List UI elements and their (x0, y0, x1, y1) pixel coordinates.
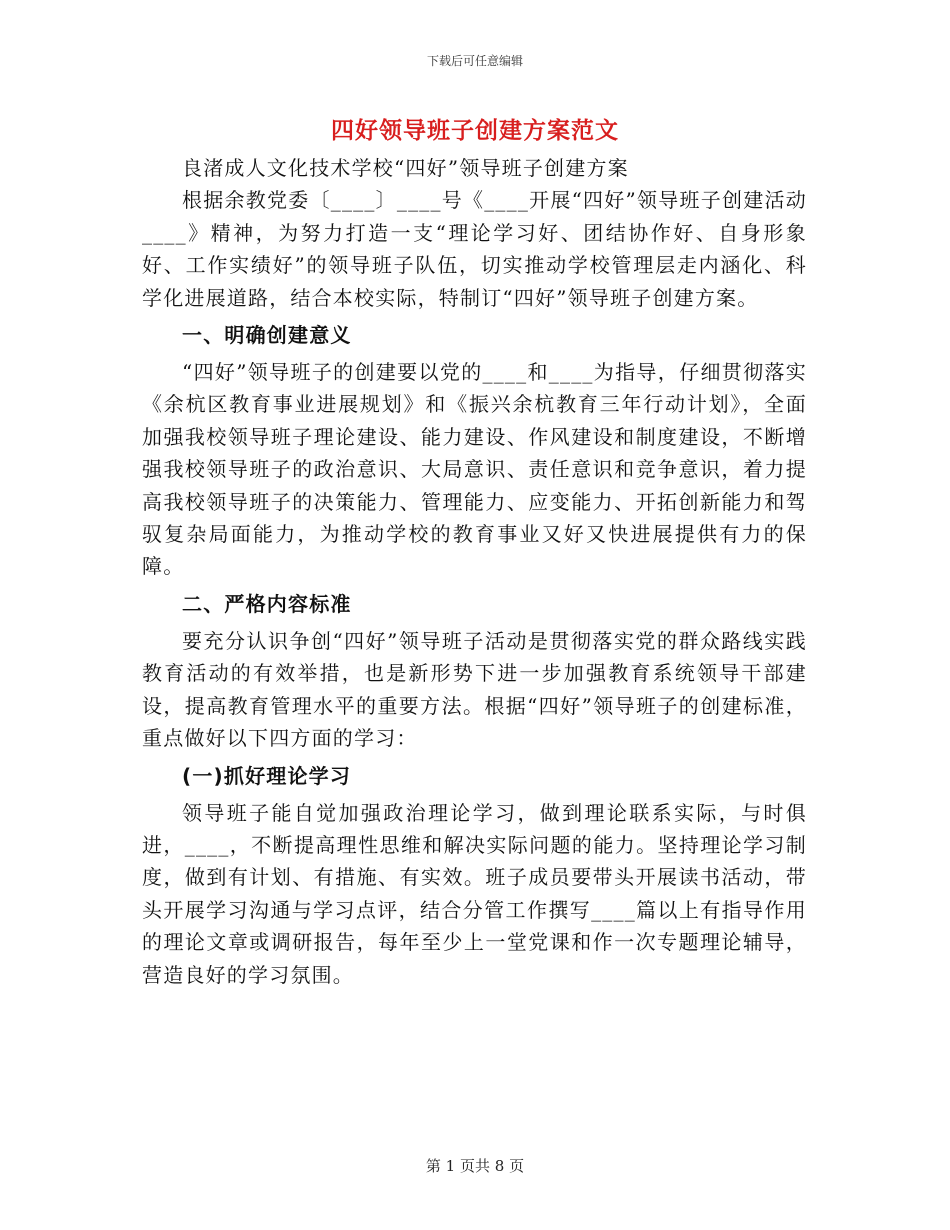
subsection-heading-1: (一)抓好理论学习 (182, 763, 352, 788)
document-title: 四好领导班子创建方案范文 (331, 117, 619, 144)
document-body (142, 152, 807, 991)
section-heading-2: 二、严格内容标准 (182, 591, 352, 616)
section-heading-1: 一、明确创建意义 (182, 323, 352, 348)
page-header: 下载后可任意编辑 (426, 54, 523, 68)
intro-paragraph: 根据余教党委〔____〕____号《____开展“四好”领导班子创建活动____》精神，为努力打造一支“理论学习好、团结协作好、自身形象好、工作实绩好”的领导班子队伍，切实推动学校管理层走内涵化、科学化进展道路，结合本校实际，特制订“四好”领导班子创建方案。 (142, 188, 807, 310)
page-footer: 第 1 页共 8 页 (425, 1157, 525, 1175)
subtitle-paragraph: 良渚成人文化技术学校“四好”领导班子创建方案 (182, 156, 629, 180)
subsection-1-paragraph: 领导班子能自觉加强政治理论学习，做到理论联系实际，与时俱进，____，不断提高理性思维和解决实际问题的能力。坚持理论学习制度，做到有计划、有措施、有实效。班子成员要带头开展读书活动，带头开展学习沟通与学习点评，结合分管工作撰写____篇以上有指导作用的理论文章或调研报告，每年至少上一堂党课和作一次专题理论辅导，营造良好的学习氛围。 (142, 800, 807, 987)
section-2-paragraph: 要充分认识争创“四好”领导班子活动是贯彻落实党的群众路线实践教育活动的有效举措，也是新形势下进一步加强教育系统领导干部建设，提高教育管理水平的重要方法。根据“四好”领导班子的创建标准，重点做好以下四方面的学习： (142, 628, 807, 751)
section-1-paragraph: “四好”领导班子的创建要以党的____和____为指导，仔细贯彻落实《余杭区教育事业进展规划》和《振兴余杭教育三年行动计划》，全面加强我校领导班子理论建设、能力建设、作风建设和制度建设，不断增强我校领导班子的政治意识、大局意识、责任意识和竞争意识，着力提高我校领导班子的决策能力、管理能力、应变能力、开拓创新能力和驾驭复杂局面能力，为推动学校的教育事业又好又快进展提供有力的保障。 (142, 360, 807, 579)
